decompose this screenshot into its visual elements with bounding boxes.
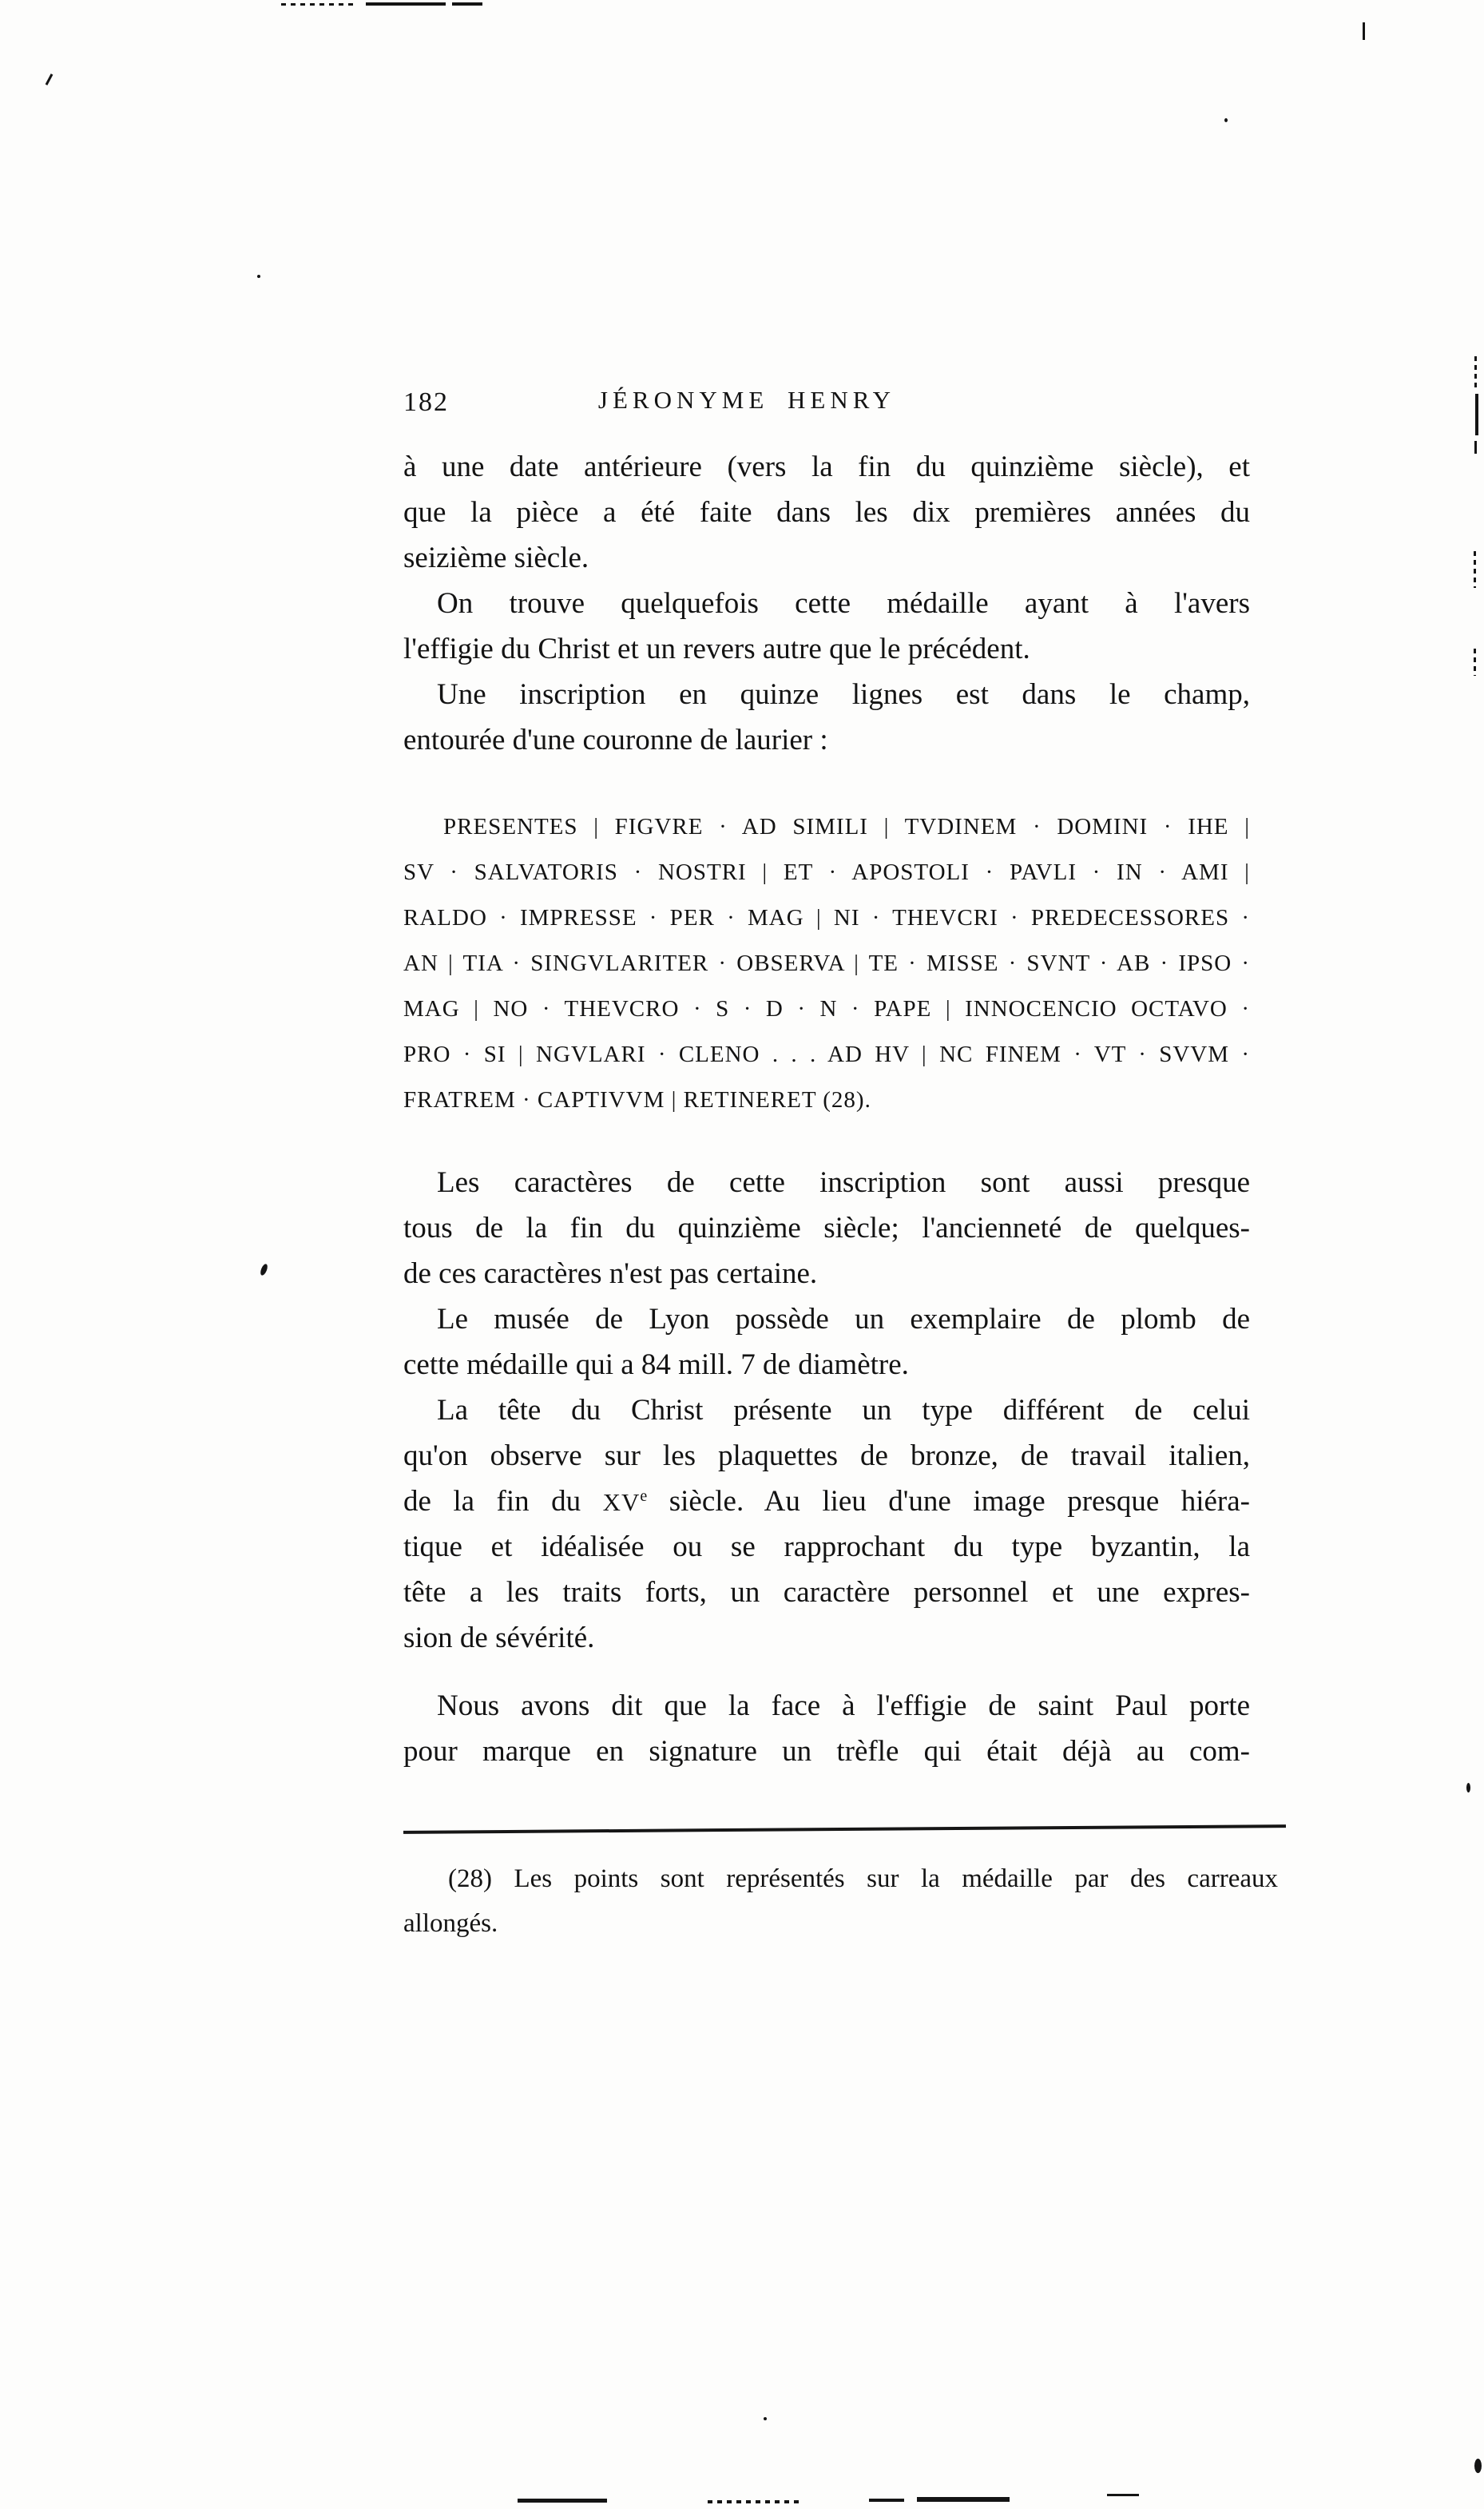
text-line: que la pièce a été faite dans les dix premières années du [403, 496, 1250, 529]
inscription-line: PRESENTES | FIGVRE · AD SIMILI | TVDINEM · DOMINI · IHE | [443, 814, 1250, 840]
inscription-line: PRO · SI | NGVLARI · CLENO . . . AD HV | NC FINEM · VT · SVVM · [403, 1042, 1250, 1067]
inscription-line: FRATREM · CAPTIVVM | RETINERET (28). [403, 1087, 871, 1113]
scan-artifact [1363, 22, 1365, 40]
scan-artifact [708, 2500, 804, 2503]
text-line: Les caractères de cette inscription sont aussi presque [437, 1166, 1250, 1199]
paragraph [403, 1387, 1250, 1661]
scan-artifact [366, 2, 446, 6]
footnote [403, 1856, 1278, 1946]
scan-artifact [257, 275, 260, 278]
text-line: Une inscription en quinze lignes est dans le champ, [437, 678, 1250, 711]
text-line [403, 1479, 1250, 1524]
paragraph [403, 672, 1250, 763]
text-line: sion de sévérité. [403, 1622, 595, 1654]
text-line: La tête du Christ présente un type différent de celui [437, 1394, 1250, 1427]
text-line: Le musée de Lyon possède un exemplaire de plomb de [437, 1303, 1250, 1336]
scan-artifact [1474, 441, 1477, 454]
text-line: l'effigie du Christ et un revers autre que le précédent. [403, 633, 1030, 665]
text-line: entourée d'une couronne de laurier : [403, 724, 828, 756]
scan-artifact [518, 2499, 607, 2503]
text-line: qu'on observe sur les plaquettes de bronze, de travail italien, [403, 1439, 1250, 1472]
text-line: cette médaille qui a 84 mill. 7 de diamètre. [403, 1348, 909, 1381]
inscription-line: AN | TIA · SINGVLARITER · OBSERVA | TE · MISSE · SVNT · AB · IPSO · [403, 951, 1250, 976]
scan-artifact [1466, 1783, 1470, 1792]
scan-artifact [1474, 649, 1476, 676]
scan-artifact [1474, 551, 1476, 588]
scan-artifact [46, 73, 54, 85]
paragraph [403, 1683, 1250, 1774]
roman-numeral: XV [602, 1488, 641, 1516]
scan-artifact [1107, 2494, 1139, 2496]
text-line: On trouve quelquefois cette médaille ayant à l'avers [437, 587, 1250, 620]
page-number: 182 [403, 387, 449, 417]
scan-artifact [281, 3, 355, 6]
text-line: pour marque en signature un trèfle qui était déjà au com- [403, 1735, 1250, 1768]
footnote-rule [403, 1824, 1286, 1834]
paragraph [403, 1296, 1250, 1387]
text-line: tous de la fin du quinzième siècle; l'ancienneté de quelques- [403, 1212, 1250, 1245]
inscription-line: MAG | NO · THEVCRO · S · D · N · PAPE | INNOCENCIO OCTAVO · [403, 996, 1250, 1022]
text-line: tête a les traits forts, un caractère personnel et une expres- [403, 1576, 1250, 1609]
paragraph [403, 1160, 1250, 1296]
latin-inscription-block [403, 804, 1250, 1123]
scan-artifact [1475, 394, 1478, 435]
paragraph [403, 581, 1250, 672]
scan-artifact [1474, 356, 1477, 391]
scan-artifact [1474, 2459, 1482, 2473]
text-line: tique et idéalisée ou se rapprochant du type byzantin, la [403, 1530, 1250, 1563]
superscript: e [640, 1487, 648, 1505]
scan-artifact [452, 2, 482, 6]
scan-artifact [917, 2497, 1010, 2502]
scan-artifact [1224, 118, 1228, 122]
text-line: de ces caractères n'est pas certaine. [403, 1257, 818, 1290]
inscription-line: SV · SALVATORIS · NOSTRI | ET · APOSTOLI · PAVLI · IN · AMI | [403, 859, 1250, 885]
scan-artifact [869, 2499, 904, 2502]
inscription-line: RALDO · IMPRESSE · PER · MAG | NI · THEVCRI · PREDECESSORES · [403, 905, 1250, 931]
footnote-line: allongés. [403, 1909, 498, 1938]
page-header [403, 386, 1250, 423]
running-title: JÉRONYME HENRY [597, 386, 896, 414]
text-line: seizième siècle. [403, 542, 589, 574]
text-fragment: de la fin du [403, 1485, 603, 1518]
text-line: à une date antérieure (vers la fin du quinzième siècle), et [403, 451, 1250, 483]
scan-artifact [259, 1263, 268, 1276]
paragraph [403, 444, 1250, 581]
text-line: Nous avons dit que la face à l'effigie de saint Paul porte [437, 1689, 1250, 1722]
text-fragment: siècle. Au lieu d'une image presque hiéra- [647, 1485, 1250, 1518]
scan-artifact [764, 2417, 767, 2420]
text-column [403, 444, 1250, 1774]
footnote-line: (28) Les points sont représentés sur la médaille par des carreaux [448, 1864, 1278, 1893]
